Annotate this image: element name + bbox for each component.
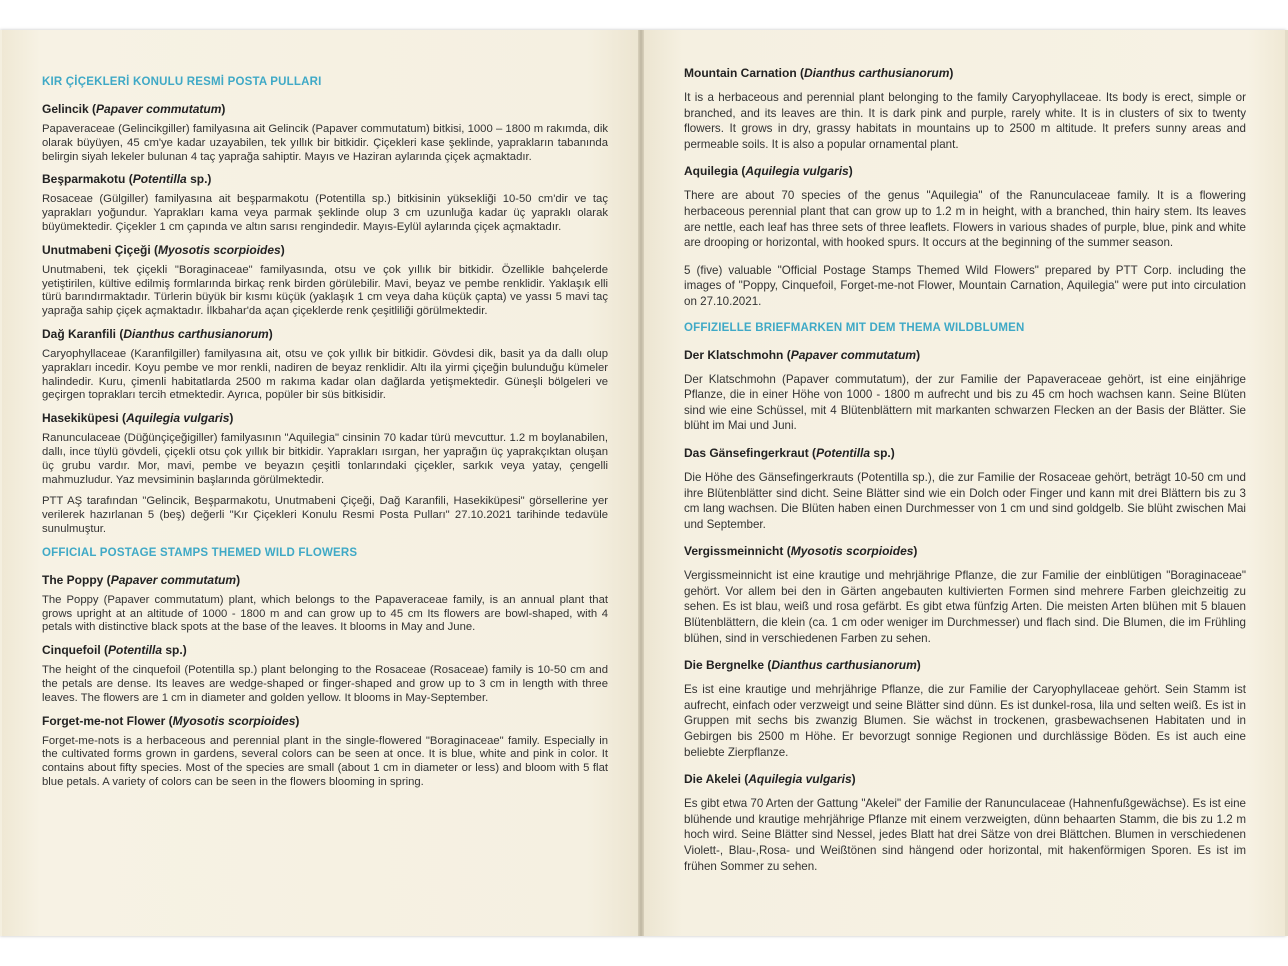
flower-entry xyxy=(684,446,1246,532)
flower-entry-title: The Poppy (Papaver commutatum) xyxy=(42,572,241,587)
flower-common-name: The Poppy xyxy=(42,572,104,587)
flower-entry-title: Der Klatschmohn (Papaver commutatum) xyxy=(684,347,921,362)
flower-entry xyxy=(684,66,1246,152)
flower-entry-title: Aquilegia (Aquilegia vulgaris) xyxy=(684,164,853,179)
flower-description: Rosaceae (Gülgiller) familyasına ait beşparmakotu (Potentilla sp.) bitkisinin yüksekliği 10-50 cm'dir ve taç yaprakları yoğundur. Yaprakları kama veya parmak şeklinde olup 3 cm uzunluğa kadar üç yapraklı olarak büyümektedir. Çiçekler 1 cm çapında ve altın sarısı rengindedir. Mayıs-Eylül aylarında çiçek açmaktadır. xyxy=(42,193,608,233)
flower-common-name: Dağ Karanfili xyxy=(42,326,117,341)
entries-de xyxy=(684,348,1246,875)
flower-common-name: Beşparmakotu xyxy=(42,172,126,187)
flower-description: The height of the cinquefoil (Potentilla sp.) plant belonging to the Rosaceae (Rosaceae) family is 10-50 cm and the petals are dense. Its leaves are wedge-shaped or finger-shaped and grow up to 3 cm in length with three leaves. The flowers are 1 cm in diameter and golden yellow. It blooms in May-September. xyxy=(42,664,608,704)
flower-latin-name: Aquilegia vulgaris xyxy=(126,411,230,426)
flower-description: Die Höhe des Gänsefingerkrauts (Potentilla sp.), die zur Familie der Rosaceae gehört, beträgt 10-50 cm und ihre Blütenblätter sind dicht. Seine Blätter sind wie ein Dolch oder Finger und kann mit drei Blättern bis zu 3 cm lang wachsen. Die Blüten haben einen Durchmesser von 1 cm und sind goldgelb. Sie blüht zwischen Mai und September. xyxy=(684,470,1246,531)
flower-description: Papaveraceae (Gelincikgiller) familyasına ait Gelincik (Papaver commutatum) bitkisi, 1000 – 1800 m rakımda, dik olarak büyüyen, 45 cm'ye kadar uzayabilen, tek yıllık bir bitkidir. Çiçekleri kase şeklinde, yaprakların tabanında belirgin siyah lekeler bulunan 4 taç yaprağa sahiptir. Mayıs ve Haziran aylarında çiçek açmaktadır. xyxy=(42,123,608,163)
flower-entry-title: Cinquefoil (Potentilla sp.) xyxy=(42,643,187,658)
flower-description: There are about 70 species of the genus "Aquilegia" of the Ranunculaceae family. It is a flowering herbaceous perennial plant that can grow up to 1.2 m in height, with a branched, thin hairy stem. Its leaves are nettle, each leaf has three sets of three leaflets. Flowers in various shades of purple, blue, pink and white are drooping or horizontal, with hooked spurs. It occurs at the beginning of the summer season. xyxy=(684,189,1246,250)
flower-description: Unutmabeni, tek çiçekli "Boraginaceae" familyasında, otsu ve çok yıllık bir bitkidir. Özellikle bahçelerde yetiştirilen, kültive edilmiş formlarında birkaç renk birden görülebilir. Mavi, beyaz ve pembe renklidir. Yaklaşık elli türü barındırmaktadır. Türlerin büyük bir kısmı küçük (yaklaşık 1 cm veya daha küçük çapta) ve yassı 5 mavi taç yaprağa sahip çiçek açmaktadır. İlkbahar'da açan çiçeklerde renk çeşitliliği görülmektedir. xyxy=(42,263,608,318)
flower-common-name: Hasekiküpesi xyxy=(42,411,119,426)
flower-entry-title: Die Bergnelke (Dianthus carthusianorum) xyxy=(684,658,921,673)
flower-latin-name: Myosotis scorpioides xyxy=(172,713,296,728)
entries-tr xyxy=(42,102,608,487)
ptt-note-tr: PTT AŞ tarafından "Gelincik, Beşparmakotu, Unutmabeni Çiçeği, Dağ Karanfili, Hasekiküpesi" görsellerine yer verilerek hazırlanan 5 (beş) değerli "Kır Çiçekleri Konulu Resmi Posta Pulları" 27.10.2021 tarihinde tedavüle sunulmuştur. xyxy=(42,495,608,535)
flower-common-name: Forget-me-not Flower xyxy=(42,713,166,728)
flower-description: Ranunculaceae (Düğünçiçeğigiller) familyasının "Aquilegia" cinsinin 70 kadar türü mevcuttur. 1.2 m boylanabilen, dallı, ince tüylü gövdeli, çiçekli otsu çok yıllık bir bitkidir. Yaprakları ısırgan, her yaprağın üç yaprakçıktan oluşan üç grubu vardır. Mor, mavi, pembe ve beyazın çeşitli tonlarındaki çiçekler, sarkık veya yatay, çengelli mahmuzludur. Yaz mevsiminin başlarında görülmektedir. xyxy=(42,432,608,486)
flower-entry-title: Forget-me-not Flower (Myosotis scorpioides) xyxy=(42,713,300,728)
flower-common-name: Mountain Carnation xyxy=(684,66,797,80)
flower-latin-name: Dianthus carthusianorum xyxy=(771,658,917,673)
flower-latin-suffix: sp. xyxy=(870,445,891,460)
flower-description: Es gibt etwa 70 Arten der Gattung "Akelei" der Familie der Ranunculaceae (Hahnenfußgewächse). Es ist eine blühende und krautige mehrjährige Pflanze mit einem verzweigten, dünn behaarten Stamm, die bis zu 1.2 m hoch wird. Seine Blätter sind Nessel, jedes Blatt hat drei Sätze von drei Blättchen. Blumen in verschiedenen Violett-, Blau-,Rosa- und Weißtönen sind hängend oder horizontal, mit hakenförmigen Sporen. Es ist im frühen Sommer zu sehen. xyxy=(684,797,1246,873)
flower-latin-name: Aquilegia vulgaris xyxy=(748,772,852,787)
section-heading-en: OFFICIAL POSTAGE STAMPS THEMED WILD FLOWERS xyxy=(42,546,358,559)
flower-entry xyxy=(42,714,608,790)
flower-latin-name: Papaver commutatum xyxy=(110,572,237,587)
flower-entry xyxy=(42,573,608,635)
flower-entry xyxy=(42,172,608,234)
flower-entry xyxy=(42,643,608,705)
flower-entry-title: Dağ Karanfili (Dianthus carthusianorum) xyxy=(42,326,273,341)
flower-description: Forget-me-nots is a herbaceous and perennial plant in the single-flowered "Boraginaceae" family. Especially in the cultivated forms grown in gardens, several colors can be seen at once. It is blue, white and pink in color. It contains about fifty species. Most of the species are small (about 1 cm in diameter or less) and bloom with 5 flat blue petals. A variety of colors can be seen in the flowers blooming in spring. xyxy=(42,734,608,788)
flower-common-name: Cinquefoil xyxy=(42,643,101,658)
flower-description: Vergissmeinnicht ist eine krautige und mehrjährige Pflanze, die zur Familie der einblütigen "Boraginaceae" gehört. Vor allem bei den in Gärten angebauten kultivierten Formen sind mehrere Farben gleichzeitig zu sehen. Es ist blau, weiß und rosa gefärbt. Es gibt etwa fünfzig Arten. Die meisten Arten blühen mit 5 blauen Blütenblättern, die klein (ca. 1 cm oder weniger im Durchmesser) und flach sind. Die Blumen, die im Frühling blühen, sind in verschiedenen Farben zu sehen. xyxy=(684,569,1246,645)
flower-description: It is a herbaceous and perennial plant belonging to the family Caryophyllaceae. Its body is erect, simple or branched, and its leaves are thin. It is dark pink and purple, rarely white. It is in clusters of six to twenty flowers. It grows in dry, grassy habitats in mountains up to 2500 m altitude. It prefers sunny areas and permeable soils. It is also a popular ornamental plant. xyxy=(684,91,1246,151)
section-heading-tr: KIR ÇİÇEKLERİ KONULU RESMİ POSTA PULLARI xyxy=(42,76,322,88)
left-page xyxy=(2,30,638,936)
flower-common-name: Gelincik xyxy=(42,102,89,116)
flower-common-name: Unutmabeni Çiçeği xyxy=(42,242,151,257)
flower-common-name: Die Bergnelke xyxy=(684,658,765,673)
flower-latin-name: Dianthus carthusianorum xyxy=(804,66,950,80)
flower-latin-name: Potentilla xyxy=(108,643,163,658)
flower-entry xyxy=(42,411,608,487)
flower-entry xyxy=(684,164,1246,250)
flower-description: The Poppy (Papaver commutatum) plant, which belongs to the Papaveraceae family, is an annual plant that grows upright at an altitude of 1000 - 1800 m and can grow up to 45 cm Its flowers are bowl-shaped, with 4 petals with distinctive black spots at the base of the leaves. It blooms in May and June. xyxy=(42,593,608,634)
flower-entry-title: Vergissmeinnicht (Myosotis scorpioides) xyxy=(684,544,918,559)
flower-entry-title: Das Gänsefingerkraut (Potentilla sp.) xyxy=(684,445,895,460)
flower-entry xyxy=(684,658,1246,760)
flower-entry-title: Die Akelei (Aquilegia vulgaris) xyxy=(684,772,856,787)
right-page xyxy=(644,30,1286,936)
flower-entry xyxy=(684,544,1246,646)
flower-common-name: Aquilegia xyxy=(684,164,739,179)
flower-latin-suffix: sp. xyxy=(162,643,183,658)
flower-latin-name: Myosotis scorpioides xyxy=(790,544,914,559)
flower-latin-name: Potentilla xyxy=(816,445,871,460)
flower-description: Caryophyllaceae (Karanfilgiller) familyasına ait, otsu ve çok yıllık bir bitkidir. Gövdesi dik, basit ya da dallı olup yaprakları incedir. Koyu pembe ve mor renkli, nadiren de beyaz renklidir. Altı ila yirmi çiçeğin bulunduğu kümeler halindedir. Kuru, çimenli habitatlarda 2500 m rakıma kadar olan dağlarda yetişmektedir. Güneşli bölgeleri ve geçirgen toprakları tercih etmektedir. Ayrıca, popüler bir süs bitkisidir. xyxy=(42,347,608,402)
flower-entry-title: Unutmabeni Çiçeği (Myosotis scorpioides) xyxy=(42,242,285,257)
flower-common-name: Vergissmeinnicht xyxy=(684,544,784,559)
flower-entry-title: Beşparmakotu (Potentilla sp.) xyxy=(42,172,212,187)
flower-common-name: Die Akelei xyxy=(684,772,741,787)
flower-latin-suffix: sp. xyxy=(186,172,208,187)
flower-latin-name: Dianthus carthusianorum xyxy=(123,326,269,341)
flower-latin-name: Papaver commutatum xyxy=(790,347,917,362)
entries-en-continued xyxy=(684,66,1246,251)
flower-latin-name: Aquilegia vulgaris xyxy=(745,164,849,179)
flower-entry xyxy=(684,772,1246,874)
flower-entry xyxy=(42,102,608,164)
flower-description: Es ist eine krautige und mehrjährige Pflanze, die zur Familie der Caryophyllaceae gehört. Sein Stamm ist aufrecht, einfach oder verzweigt und seine Blätter sind dünn. Es ist dunkel-rosa, lila und selten weiß. Es ist in Gruppen mit sechs bis zwanzig Blumen. Sie wächst in trockenen, grasbewachsenen Habitaten und in Gebirgen bis 2500 m Höhe. Er bevorzugt sonnige Regionen und durchlässige Böden. Es ist auch eine beliebte Zierpflanze. xyxy=(684,683,1246,759)
flower-entry xyxy=(684,348,1246,434)
flower-entry xyxy=(42,243,608,319)
flower-latin-name: Potentilla xyxy=(132,172,187,187)
section-heading-de: OFFIZIELLE BRIEFMARKEN MIT DEM THEMA WILDBLUMEN xyxy=(684,321,1025,334)
flower-latin-name: Myosotis scorpioides xyxy=(158,242,281,257)
flower-latin-name: Papaver commutatum xyxy=(96,102,222,116)
flower-entry-title: Hasekiküpesi (Aquilegia vulgaris) xyxy=(42,411,234,426)
entries-en xyxy=(42,573,608,790)
flower-entry xyxy=(42,327,608,403)
flower-entry-title: Gelincik (Papaver commutatum) xyxy=(42,102,226,116)
flower-common-name: Der Klatschmohn xyxy=(684,347,784,362)
flower-entry-title: Mountain Carnation (Dianthus carthusianorum) xyxy=(684,66,954,80)
flower-description: Der Klatschmohn (Papaver commutatum), der zur Familie der Papaveraceae gehört, ist eine einjährige Pflanze, die in einer Höhe von 1000 - 1800 m aufrecht und bis zu 45 cm hoch wachsen kann. Seine Blüten sind wie eine Schüssel, mit 4 Blütenblättern mit markanten schwarzen Flecken an der Basis der Blätter. Sie blüht im Mai und Juni. xyxy=(684,372,1246,433)
flower-common-name: Das Gänsefingerkraut xyxy=(684,445,809,460)
ptt-note-en: 5 (five) valuable "Official Postage Stamps Themed Wild Flowers" prepared by PTT Corp. including the images of "Poppy, Cinquefoil, Forget-me-not Flower, Mountain Carnation, Aquilegia" were put into circulation on 27.10.2021. xyxy=(684,263,1246,308)
